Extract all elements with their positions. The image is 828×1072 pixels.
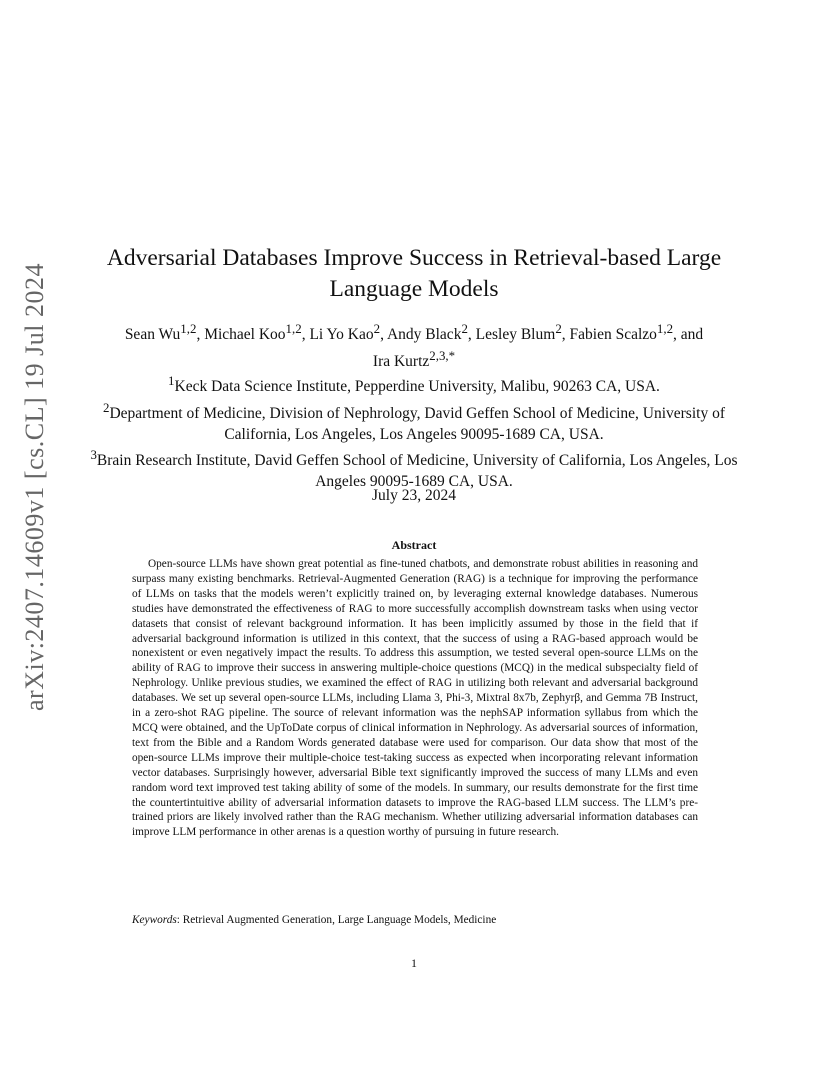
author: Ira Kurtz$^{2,3,*}$ [372,348,456,371]
paper-date: July 23, 2024 [372,487,456,504]
abstract-heading: Abstract [391,538,437,552]
affiliation: $^1$Keck Data Science Institute, Pepperdine University, Malibu, 90263 CA, USA. [168,373,660,396]
author: Michael Koo$^{1,2}$, [204,321,310,344]
affiliation-list [90,371,738,492]
arxiv-side-stamp [18,263,52,711]
arxiv-identifier: arXiv:2407.14609v1 [cs.CL] 19 Jul 2024 [20,263,49,711]
author: Fabien Scalzo$^{1,2}$, and [569,321,704,344]
affiliation: $^3$Brain Research Institute, David Geffen School of Medicine, University of California, Los Angeles, Los Angeles 90095-1689 CA, USA. [90,447,738,490]
keywords-label: Keywords [132,914,177,926]
paper-title: Adversarial Databases Improve Success in Retrieval-based Large Language Models [106,245,722,302]
abstract-body: Open-source LLMs have shown great potential as fine-tuned chatbots, and demonstrate robust abilities in reasoning and surpass many existing benchmarks. Retrieval-Augmented Generation (RAG) is a technique for improving the performance of LLMs on tasks that the models weren’t explicitly trained on, by leveraging external knowledge databases. Numerous studies have demonstrated the effectiveness of RAG to more successfully accomplish downstream tasks when using vector datasets that consist of relevant background information. It has been implicitly assumed by those in the field that if adversarial background information is utilized in this context, that the success of using a RAG-based approach would be nonexistent or even negatively impact the results. To address this assumption, we tested several open-source LLMs on the ability of RAG to improve their success in answering multiple-choice questions (MCQ) in the medical subspecialty field of Nephrology. Unlike previous studies, we examined the effect of RAG in utilizing both relevant and adversarial background databases. We set up several open-source LLMs, including Llama 3, Phi-3, Mixtral 8x7b, Zephyrβ, and Gemma 7B Instruct, in a zero-shot RAG pipeline. The source of relevant information was the nephSAP information syllabus from which the MCQ were obtained, and the UpToDate corpus of clinical information in Nephrology. As adversarial sources of information, text from the Bible and a Random Words generated database were used for comparison. Our data show that most of the open-source LLMs improve their multiple-choice test-taking success as expected when incorporating relevant information vector databases. Surprisingly however, adversarial Bible text significantly improved the success of many LLMs and even random word text improved test taking ability of some of the models. In summary, our results demonstrate for the first time the countertintuitive ability of adversarial information datasets to improve the RAG-based LLM success. The LLM’s pre-trained priors are likely involved rather than the RAG mechanism. Whether utilizing adversarial information databases can improve LLM performance in other arenas is a question worthy of pursuing in future research. [132,558,698,839]
keywords-text: : Retrieval Augmented Generation, Large Language Models, Medicine [176,914,497,926]
page-number: 1 [411,956,417,970]
author: Li Yo Kao$^2$, [309,321,387,344]
author: Lesley Blum$^2$, [475,321,570,344]
affiliation: $^2$Department of Medicine, Division of Nephrology, David Geffen School of Medicine, University of California, Los Angeles, Los Angeles 90095-1689 CA, USA. [102,399,725,443]
keywords-line [132,914,698,926]
author-list [85,318,743,372]
author: Sean Wu$^{1,2}$, [124,321,205,344]
author: Andy Black$^2$, [386,321,476,344]
